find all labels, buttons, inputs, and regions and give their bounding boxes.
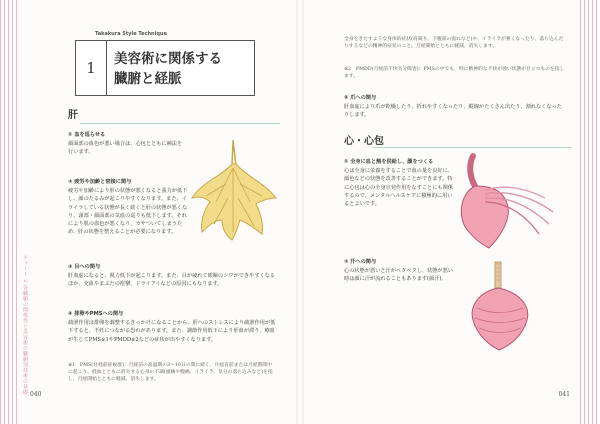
item-text: 肝血虚により爪が乾燥したり、折れやすくなったり、縦線がたくさん出たり、割れなくなったりします。 xyxy=(344,104,562,119)
item-text: 心は全身に栄養をすることで血の量を良好に、顔色などの状態を改善することができます。特に心包は心の全身宣発作用をなすことにも関係するので、メンタルへルスケアに積極的に用いるとよいです。 xyxy=(344,168,453,208)
right-page xyxy=(300,0,600,424)
book-gutter xyxy=(296,0,304,424)
heart-illustration xyxy=(455,150,565,250)
heart-item-2 xyxy=(344,258,454,284)
section-heading-liver: 肝 xyxy=(68,110,78,121)
item-text: 疲労や加齢により肝の状態が悪くなると張力が低下し、顔のたるみが起こりやすくなります。また、イライラしている状態が長く続くと肝の状態が悪くなり、頭部・顔面部の気血の巡りも低下します。それにより肌の血色が悪くなり、カサついてしまうため、肝の状態を整えることが必要になります。 xyxy=(68,188,188,236)
item-text: 疏泄作用は排卵を調整するきっかけになることから、肝へのストレスにより疏泄作用が低下すると、不妊につながる恐れがあります。また、調節作用低下により肝血が滞り、療血が生じてPMS※1やPMDD※2などの症状が出やすくなります。 xyxy=(68,320,276,343)
chapter-title xyxy=(114,49,222,89)
item-title: ① 全身に血と熱を供給し、顔をつくる xyxy=(344,159,434,165)
page-number-left: 040 xyxy=(30,391,42,398)
footnote-2: ※2 PMDD(月経前不快気分障害)：PMSの中でも、特に精神的な不快が強い状態が目立つものを指します。 xyxy=(344,67,565,80)
section-divider xyxy=(80,123,280,124)
section-heading-heart: 心・心包 xyxy=(344,136,384,147)
decorative-stripe-left xyxy=(0,0,20,424)
liver-illustration xyxy=(186,136,281,246)
chapter-title-line1: 美容術に関係する xyxy=(114,51,222,67)
item-text: 顔面部の血色が悪い場合は、心包とともに補法を行います。 xyxy=(68,141,183,156)
header-tag: Takakura Style Technique xyxy=(95,31,167,37)
side-chapter-text: チャート 2 各臓腑の関係性と美容術の臓腑別技術の基礎 xyxy=(22,255,28,395)
heart-item-1 xyxy=(344,158,454,208)
item-title: ③ 目への関与 xyxy=(68,264,101,270)
chapter-title-line2: 臓腑と経脈 xyxy=(114,71,182,87)
item-title: ⑤ 爪への関与 xyxy=(344,95,377,101)
item-text: 肝血虚になると、視力低下が起こります。また、目が疲れて眼瞼のシワができやすくなるほか、充血やまぶたの痙攣、ドライアイなどの原因にもなります。 xyxy=(68,273,276,288)
item-title: ① 血を巡らせる xyxy=(68,132,106,138)
item-title: ② 汗への関与 xyxy=(344,259,377,265)
item-title: ④ 排卵やPMSへの関与 xyxy=(68,311,124,317)
heart-sac-illustration xyxy=(465,258,535,358)
section-divider xyxy=(372,147,572,148)
page-number-right: 041 xyxy=(558,391,570,398)
item-title: ② 疲労や加齢と密接に関与 xyxy=(68,179,132,185)
footnote-1: ※1 PMS(月経前症候群)：月経前の高温期の3〜10日の間に続く、月経直前または月経期間中に起こり、経血とともに消失する心身の不調(頭痛や腹痛、イライラ、気分の落ち込みなど)を指し、月経開始とともに軽減、消失します。 xyxy=(68,363,273,383)
chapter-number: 1 xyxy=(76,41,107,95)
liver-item-4 xyxy=(68,310,276,344)
liver-item-3 xyxy=(68,263,276,289)
item-text: 心の状態が悪いと汗がベタベタし、状態が悪い時は顔に汗が流れることもあります(顔汗)。 xyxy=(344,268,453,283)
decorative-stripe-right xyxy=(580,0,600,424)
liver-item-1 xyxy=(68,131,183,157)
chapter-header xyxy=(75,40,255,96)
liver-item-5 xyxy=(344,94,566,120)
right-top-note: 全身をきたすような身体的症状(肩凝り、下腹部の張れなど)や、イライラが強くなったり、落ち込んだりするなどの精神的症状のこと。月経開始とともに軽減、消失します。 xyxy=(344,37,564,50)
